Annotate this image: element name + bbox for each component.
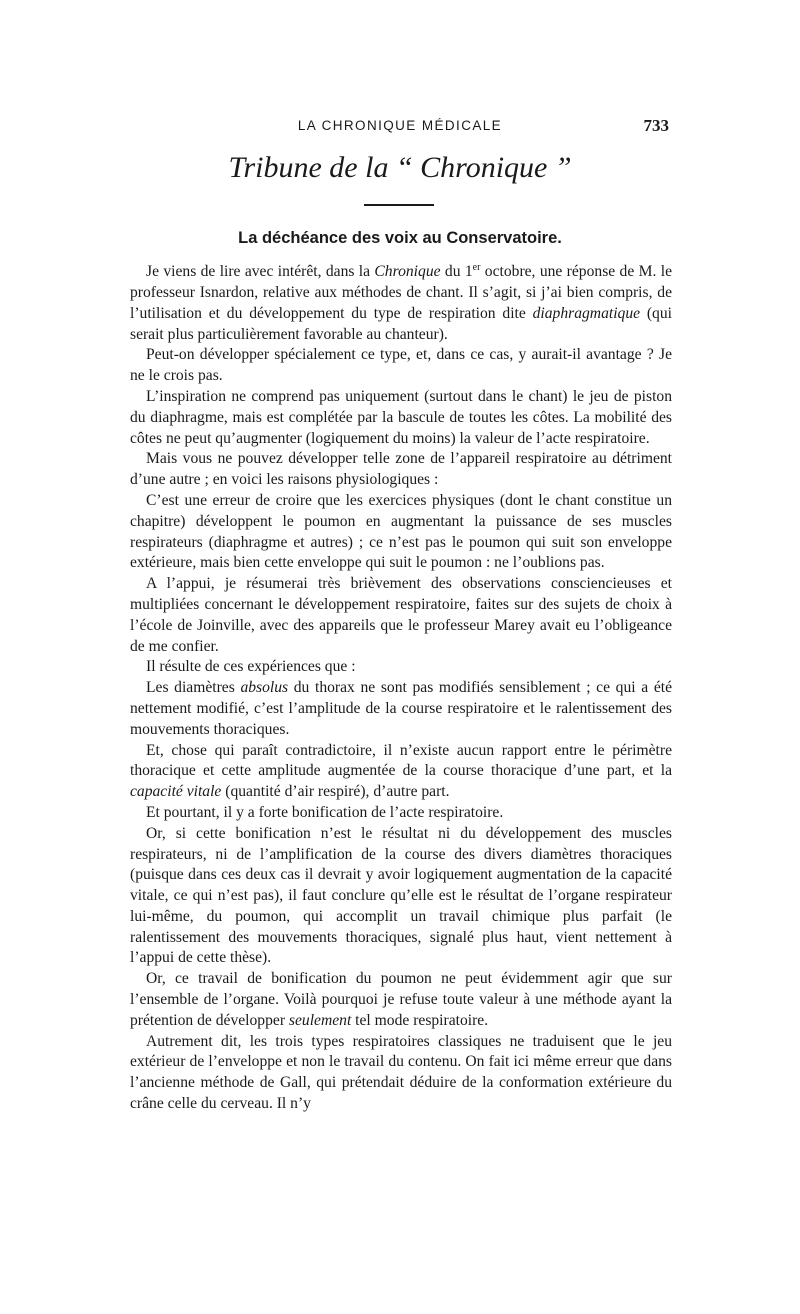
paragraph: Il résulte de ces expériences que : — [146, 658, 356, 676]
emphasis: absolus — [240, 679, 289, 697]
paragraph: Je viens de lire avec intérêt, dans la Chronique du 1er octobre, une réponse de M. le professeur Isnardon, relative aux méthodes de chant. Il s’agit, si j’ai bien compris, de l’utilisation et du développement du type de respiration dite diaphragmatique (qui serait plus particulièrement favorable au chanteur). — [130, 262, 672, 343]
paragraph: Or, ce travail de bonification du poumon ne peut évidemment agir que sur l’ensemble de l’organe. Voilà pourquoi je refuse toute valeur à une méthode ayant la prétention de développer seulement tel mode respiratoire. — [130, 970, 672, 1029]
paragraph: Et, chose qui paraît contradictoire, il n’existe aucun rapport entre le périmètre thoracique et cette amplitude augmentée de la course thoracique d’une part, et la capacité vitale (quantité d’air respiré), d’autre part. — [130, 741, 672, 801]
emphasis: diaphragmatique — [532, 304, 641, 322]
article-body — [130, 258, 672, 1115]
paragraph: C’est une erreur de croire que les exercices physiques (dont le chant constitue un chapitre) développent le poumon en augmentant la puissance de ses muscles respirateurs (diaphragme et autres) ; ce n’est pas le poumon qui suit son enveloppe extérieure, mais bien cette enveloppe qui suit le poumon : ne l’oublions pas. — [130, 491, 672, 572]
emphasis: Chronique — [374, 263, 441, 281]
paragraph: Les diamètres absolus du thorax ne sont pas modifiés sensiblement ; ce qui a été nettement modifié, c’est l’amplitude de la course respiratoire et le ralentissement des mouvements thoraciques. — [130, 679, 672, 738]
paragraph: Autrement dit, les trois types respiratoires classiques ne traduisent que le jeu extérieur de l’enveloppe et non le travail du contenu. On fait ici même erreur que dans l’ancienne méthode de Gall, qui prétendait déduire de la conformation extérieure du crâne celle du cerveau. Il n’y — [130, 1032, 672, 1113]
paragraph: A l’appui, je résumerai très brièvement des observations consciencieuses et multipliées concernant le développement respiratoire, faites sur des sujets de choix à l’école de Joinville, avec des appareils que le professeur Marey avait eu l’obligeance de me confier. — [130, 575, 672, 655]
page-number: 733 — [643, 116, 669, 135]
journal-title: LA CHRONIQUE MÉDICALE — [297, 118, 503, 133]
paragraph: Mais vous ne pouvez développer telle zone de l’appareil respiratoire au détriment d’une autre ; en voici les raisons physiologiques : — [130, 450, 672, 489]
running-header — [0, 116, 800, 140]
superscript: er — [472, 262, 481, 273]
article-title: La déchéance des voix au Conservatoire. — [238, 229, 562, 247]
emphasis: seulement — [288, 1011, 352, 1029]
paragraph: L’inspiration ne comprend pas uniquement (surtout dans le chant) le jeu de piston du diaphragme, mais est complétée par la bascule de toutes les côtes. La mobilité des côtes ne peut qu’augmenter (logiquement du moins) la valeur de l’acte respiratoire. — [130, 387, 672, 447]
paragraph: Peut-on développer spécialement ce type, et, dans ce cas, y aurait-il avantage ? Je ne le crois pas. — [130, 346, 672, 385]
emphasis: capacité vitale — [130, 783, 222, 801]
paragraph: Et pourtant, il y a forte bonification de l’acte respiratoire. — [146, 803, 504, 821]
title-divider — [364, 204, 434, 206]
section-title: Tribune de la “ Chronique ” — [228, 151, 572, 184]
paragraph: Or, si cette bonification n’est le résultat ni du développement des muscles respirateurs, ni de l’amplification de la course des divers diamètres thoraciques (puisque dans ces deux cas il devrait y avoir logiquement augmentation de la capacité vitale, ce qui n’est pas), il faut conclure qu’elle est le résultat de l’organe respirateur lui-même, du poumon, qui accomplit un travail chimique plus parfait (le ralentissement des mouvements thoraciques, signalé plus haut, vient nettement à l’appui de cette thèse). — [130, 824, 672, 967]
